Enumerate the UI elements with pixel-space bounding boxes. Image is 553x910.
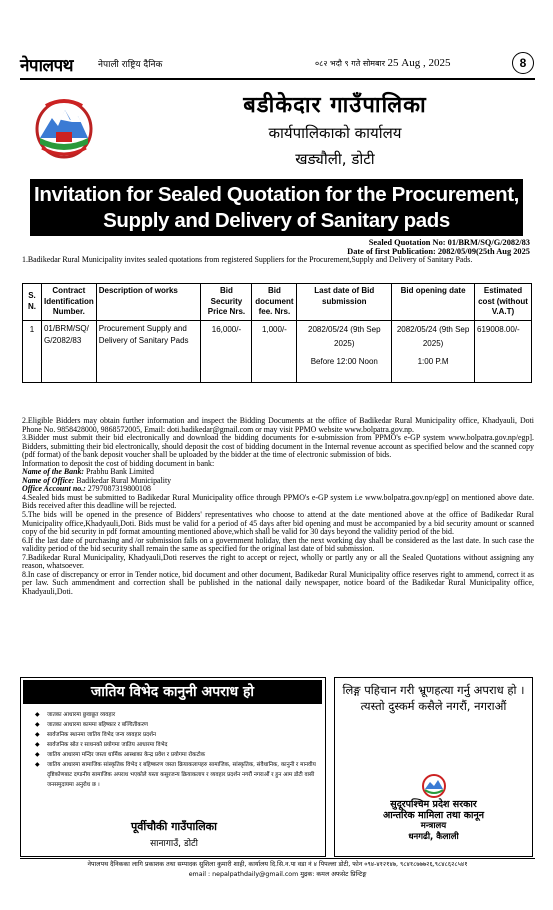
office-name-label: Name of Office: — [22, 475, 75, 485]
paragraph-7: 7.Badikedar Rural Municipality, Khadyauli,Doti reserves the right to accept or reject, wholly or partly any or all the Sealed Quotations without assigning any reason, whatsoever. — [22, 552, 534, 571]
intro-paragraph: 1.Badikedar Rural Municipality invites sealed quotations from registered Suppliers for the Procurement,Supply and Delivery of Sanitary Pads. — [22, 255, 473, 264]
cell-security: 16,000/- — [201, 320, 252, 382]
account-number: 2797087319800108 — [87, 484, 151, 494]
paragraph-6: 6.If the last date of purchasing and /or submission falls on a government holiday, then the next working day shall be considered as the last date. In such case the validity period of the bid security shall remain the same as specified for the original last date of bid submission. — [22, 535, 534, 554]
province-emblem-icon — [421, 774, 447, 798]
page-number: 8 — [512, 52, 534, 74]
publication-date: Date of first Publication: 2082/05/09(25th Aug 2025 — [347, 247, 530, 256]
newspaper-logo: नेपालपथ — [20, 56, 74, 76]
feticide-awareness-ad — [334, 677, 533, 857]
opening-time-value: 1:00 P.M — [417, 356, 449, 366]
header-contract: Contract Identification Number. — [41, 284, 96, 321]
gov-ministry-2: मन्त्रालय — [420, 821, 447, 831]
paragraph-3: 3.Bidder must submit their bid electronically and download the bidding documents for e-submission from PPMO's e-GP system www.bolpatra.gov.np/egp]. Bidders, submitting their bid electronically, should deposit the cost of bidding document in the Internal revenue account as specified below and the scanned copy (pdf format) of the bank deposit voucher shall be uploaded by the bidder at the time of electronic submission of bids. — [22, 433, 534, 460]
ad-left-list — [35, 710, 320, 790]
newspaper-tagline: नेपाली राष्ट्रिय दैनिक — [98, 60, 163, 70]
notice-title-banner — [30, 179, 523, 236]
list-item: ◆ जातिय आधारमा सामाजिक सांस्कृतिक विभेद र बहिष्करण जस्ता क्रियाकलापहरु सामाजिक, सांस्कृतिक, संवैधानिक, कानुनी र मानवीय दृष्टिकोणबाट दण्डनीय सामाजिक अपराध भएकोले यस्ता कसुरजन्य क्रियाकलाप र व्यवहार प्रदर्शन नगरौं नगराऔं र हुन आम डोटी वासी जनसमुदायमा अनुरोध छ । — [35, 760, 320, 790]
caste-discrimination-ad — [20, 677, 326, 857]
footer-line-1: नेपालपथ दैनिकका लागि प्रकाशक तथा सम्पादक सुशिला कुमारी शाही, कार्यालय दि.सि.न.पा वडा नं ४ पिपल्ला डोटी, फोन ०९४-४१२१४७, ९८४१८७७७२६,९८४८६२८५४१ — [87, 861, 468, 868]
ad-left-org: पूर्वीचौकी गाउँपालिका — [131, 820, 217, 833]
table-row — [23, 320, 532, 382]
notice-title-line1: Invitation for Sealed Quotation for the Procurement, — [34, 183, 519, 206]
ad-right-slogan: लिङ्ग पहिचान गरी भ्रूणहत्या गर्नु अपराध हो । त्यस्तो दुस्कर्म कसैले नगरौं, नगराऔं — [342, 683, 525, 713]
date-nepali: ०८२ भदौ ९ गते सोमबार — [315, 59, 385, 68]
masthead-divider — [20, 78, 535, 80]
masthead — [20, 53, 535, 77]
bank-name-label: Name of the Bank: — [22, 467, 85, 477]
ad-left-title: जातिय विभेद कानुनी अपराध हो — [23, 680, 322, 704]
account-label: Office Account no.: — [22, 484, 86, 494]
paragraph-8: 8.In case of discrepancy or error in Tender notice, bid document and other document, Badikedar Rural Municipality office reserves right to ammend, correct it as per law. Such ammendment and correction shall be published in the national daily newspaper, notice board of the Badikedar Rural Municipality office, Khadyauli,Doti. — [22, 569, 534, 596]
header-description: Description of works — [96, 284, 201, 321]
office-location: खड्यौली, डोटी — [295, 150, 375, 168]
date-english: 25 Aug , 2025 — [387, 57, 451, 69]
cell-sn: 1 — [23, 320, 42, 382]
notice-title-line2: Supply and Delivery of Sanitary pads — [103, 209, 450, 232]
list-item: ◆ सार्वजनिक स्रोत र साधनको प्रयोगमा जातिय आधारमा विभेद — [35, 740, 320, 750]
list-item: ◆ जातिय आधारमा मन्दिर जस्ता धार्मिक आस्थाका केन्द्र प्रवेश र प्रयोगमा रोकटोक — [35, 750, 320, 760]
ad-left-footer — [21, 819, 327, 849]
sealed-quotation-number: Sealed Quotation No: 01/BRM/SQ/G/2082/83 — [368, 238, 530, 247]
list-item: ◆ सार्वजनिक स्थानमा जातिय विभेद जन्य व्यवहार प्रदर्शन — [35, 730, 320, 740]
paragraph-2: 2.Eligible Bidders may obtain further information and inspect the Bidding Documents at the office of Badikedar Rural Municipality office, Khadyauli, Doti Phone No. 9858428000, 9868572005, Email: doti.badikedar@gmail.com or may visit PPMO website www.bolpatra.gov.np. — [22, 416, 534, 434]
list-item: ◆ जातका आधारमा छुवाछूत व्यवहार — [35, 710, 320, 720]
table-header-row — [23, 284, 532, 321]
header-opening-date: Bid opening date — [392, 284, 475, 321]
footer-divider — [20, 858, 535, 859]
cell-opening-date — [392, 320, 475, 382]
publisher-footer — [20, 860, 535, 880]
last-time-value: Before 12:00 Noon — [310, 356, 378, 366]
cell-description: Procurement Supply and Delivery of Sanitary Pads — [96, 320, 201, 382]
bank-info-intro: Information to deposit the cost of bidding document in bank: — [22, 458, 215, 468]
gov-location: धनगढी, कैलाली — [408, 832, 459, 842]
paragraph-4: 4.Sealed bids must be submitted to Badikedar Rural Municipality office through PPMO's e-GP system i.e www.bolpatra.gov.np/egp] on mentioned above date. Bids received after this deadline will be rejected. — [22, 492, 534, 511]
office-name: कार्यपालिकाको कार्यालय — [268, 124, 402, 142]
cell-cost: 619008.00/- — [475, 320, 532, 382]
gov-province: सुदूरपश्चिम प्रदेश सरकार — [390, 799, 477, 810]
list-item: ◆ जातका आधारमा काममा बहिष्कार र बञ्चितीकरण — [35, 720, 320, 730]
nepal-emblem-icon — [34, 98, 94, 160]
opening-date-value: 2082/05/24 (9th Sep 2025) — [396, 324, 470, 348]
cell-contract: 01/BRM/SQ/G/2082/83 — [41, 320, 96, 382]
bid-details-table — [22, 283, 532, 383]
header-security: Bid Security Price Nrs. — [201, 284, 252, 321]
header-fee: Bid document fee. Nrs. — [252, 284, 297, 321]
header-cost: Estimated cost (without V.A.T) — [475, 284, 532, 321]
gov-ministry: आन्तरिक मामिला तथा कानून — [382, 810, 485, 821]
header-sn: S. N. — [23, 284, 42, 321]
notice-body — [22, 417, 534, 596]
last-date-value: 2082/05/24 (9th Sep 2025) — [308, 324, 381, 348]
issue-date — [315, 57, 450, 69]
cell-fee: 1,000/- — [252, 320, 297, 382]
municipality-name: बडीकेदार गाउँपालिका — [243, 93, 427, 118]
paragraph-5: 5.The bids will be opened in the presence of Bidders' representatives who choose to attend at the date mentioned above at the office of Badikedar Rural Municipality office,Khadyauli,Doti. Bids must be valid for a period of 45 days after bid opening and must be accompanied by a bid security amount or scanned copy of the bid security in pdf format amounting mentioned above,which shall be valid for 30 days beyond the validity period of the bid. — [22, 510, 534, 537]
ad-right-government — [339, 799, 528, 843]
bank-name: Prabhu Bank Limited — [86, 467, 154, 477]
office-name-value: Badikedar Rural Municipality — [76, 475, 172, 485]
header-last-date: Last date of Bid submission — [297, 284, 392, 321]
cell-last-date — [297, 320, 392, 382]
footer-line-2: email : nepalpathdaily@gmail.com मुद्रक: कमल अफसेट प्रिन्टिङ्ग — [188, 871, 367, 878]
ad-left-place: सानागाउँ, डोटी — [150, 839, 198, 849]
